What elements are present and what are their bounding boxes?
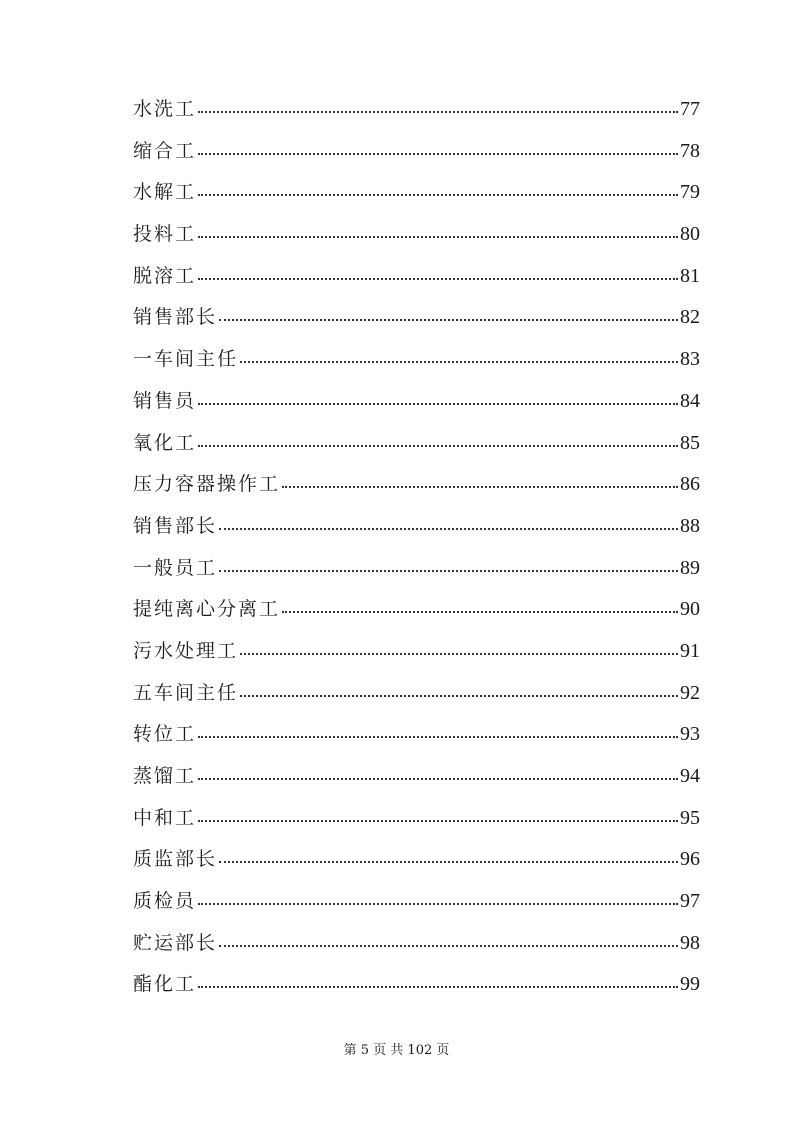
toc-entry-page: 82 — [680, 306, 700, 329]
toc-entry-title: 压力容器操作工 — [133, 473, 281, 496]
toc-entry-title: 中和工 — [133, 806, 197, 829]
toc-entry[interactable] — [133, 297, 700, 339]
dot-leader — [198, 278, 678, 280]
dot-leader — [240, 695, 678, 697]
toc-entry-title: 五车间主任 — [133, 681, 239, 704]
toc-entry-page: 83 — [680, 348, 700, 371]
dot-leader — [219, 945, 678, 947]
toc-entry[interactable] — [133, 714, 700, 756]
toc-entry-title: 氧化工 — [133, 431, 197, 454]
toc-entry-title: 一般员工 — [133, 556, 218, 579]
toc-entry[interactable] — [133, 381, 700, 423]
toc-entry-title: 脱溶工 — [133, 264, 197, 287]
toc-entry-page: 81 — [680, 264, 700, 287]
toc-entry-page: 92 — [680, 681, 700, 704]
dot-leader — [198, 903, 678, 905]
toc-entry[interactable] — [133, 423, 700, 465]
toc-entry[interactable] — [133, 464, 700, 506]
dot-leader — [198, 820, 678, 822]
toc-entry[interactable] — [133, 256, 700, 298]
toc-entry[interactable] — [133, 839, 700, 881]
toc-entry[interactable] — [133, 214, 700, 256]
toc-entry-page: 77 — [680, 98, 700, 120]
toc-entry-title: 销售员 — [133, 389, 197, 412]
dot-leader — [198, 236, 678, 238]
dot-leader — [198, 778, 678, 780]
toc-entry-page: 96 — [680, 848, 700, 871]
toc-entry-page: 98 — [680, 931, 700, 954]
toc-entry-page: 99 — [680, 973, 700, 996]
toc-entry-page: 86 — [680, 473, 700, 496]
toc-entry[interactable] — [133, 964, 700, 1006]
toc-entry-title: 一车间主任 — [133, 348, 239, 371]
toc-entry-title: 贮运部长 — [133, 931, 218, 954]
dot-leader — [219, 861, 678, 863]
toc-entry[interactable] — [133, 631, 700, 673]
dot-leader — [198, 736, 678, 738]
dot-leader — [282, 486, 678, 488]
toc-entry-title: 投料工 — [133, 223, 197, 246]
page-footer: 第 5 页 共 102 页 — [343, 1043, 450, 1058]
dot-leader — [219, 319, 678, 321]
toc-entry-page: 94 — [680, 765, 700, 787]
toc-entry-title: 提纯离心分离工 — [133, 598, 281, 621]
toc-entry-title: 质检员 — [133, 890, 197, 913]
dot-leader — [198, 194, 678, 196]
toc-entry-title: 水解工 — [133, 181, 197, 204]
toc-entry[interactable] — [133, 881, 700, 923]
toc-entry[interactable] — [133, 172, 700, 214]
toc-entry-page: 88 — [680, 514, 700, 537]
dot-leader — [219, 528, 678, 530]
toc-entry[interactable] — [133, 339, 700, 381]
toc-entry[interactable] — [133, 89, 700, 131]
toc-entry-title: 缩合工 — [133, 139, 197, 162]
toc-entry-page: 97 — [680, 890, 700, 913]
toc-entry-title: 酯化工 — [133, 973, 197, 996]
toc-entry[interactable] — [133, 506, 700, 548]
table-of-contents — [133, 89, 700, 1006]
dot-leader — [198, 111, 678, 113]
dot-leader — [240, 653, 678, 655]
dot-leader — [198, 445, 678, 447]
toc-entry-page: 79 — [680, 181, 700, 204]
dot-leader — [282, 611, 678, 613]
toc-entry[interactable] — [133, 131, 700, 173]
dot-leader — [240, 361, 678, 363]
toc-entry-page: 95 — [680, 806, 700, 829]
toc-entry-title: 销售部长 — [133, 306, 218, 329]
toc-entry-page: 78 — [680, 139, 700, 162]
toc-entry[interactable] — [133, 756, 700, 798]
toc-entry-title: 蒸馏工 — [133, 765, 197, 787]
toc-entry[interactable] — [133, 589, 700, 631]
dot-leader — [198, 986, 678, 988]
toc-entry-page: 84 — [680, 389, 700, 412]
toc-entry[interactable] — [133, 923, 700, 965]
toc-entry-title: 水洗工 — [133, 98, 197, 120]
toc-entry[interactable] — [133, 548, 700, 590]
toc-entry-page: 89 — [680, 556, 700, 579]
dot-leader — [198, 153, 678, 155]
toc-entry[interactable] — [133, 798, 700, 840]
toc-entry[interactable] — [133, 673, 700, 715]
toc-entry-title: 污水处理工 — [133, 639, 239, 662]
toc-entry-page: 90 — [680, 598, 700, 621]
dot-leader — [219, 570, 678, 572]
toc-entry-page: 93 — [680, 723, 700, 746]
toc-entry-page: 91 — [680, 639, 700, 662]
toc-entry-title: 销售部长 — [133, 514, 218, 537]
toc-entry-title: 质监部长 — [133, 848, 218, 871]
toc-entry-page: 80 — [680, 223, 700, 246]
toc-entry-page: 85 — [680, 431, 700, 454]
toc-entry-title: 转位工 — [133, 723, 197, 746]
dot-leader — [198, 403, 678, 405]
